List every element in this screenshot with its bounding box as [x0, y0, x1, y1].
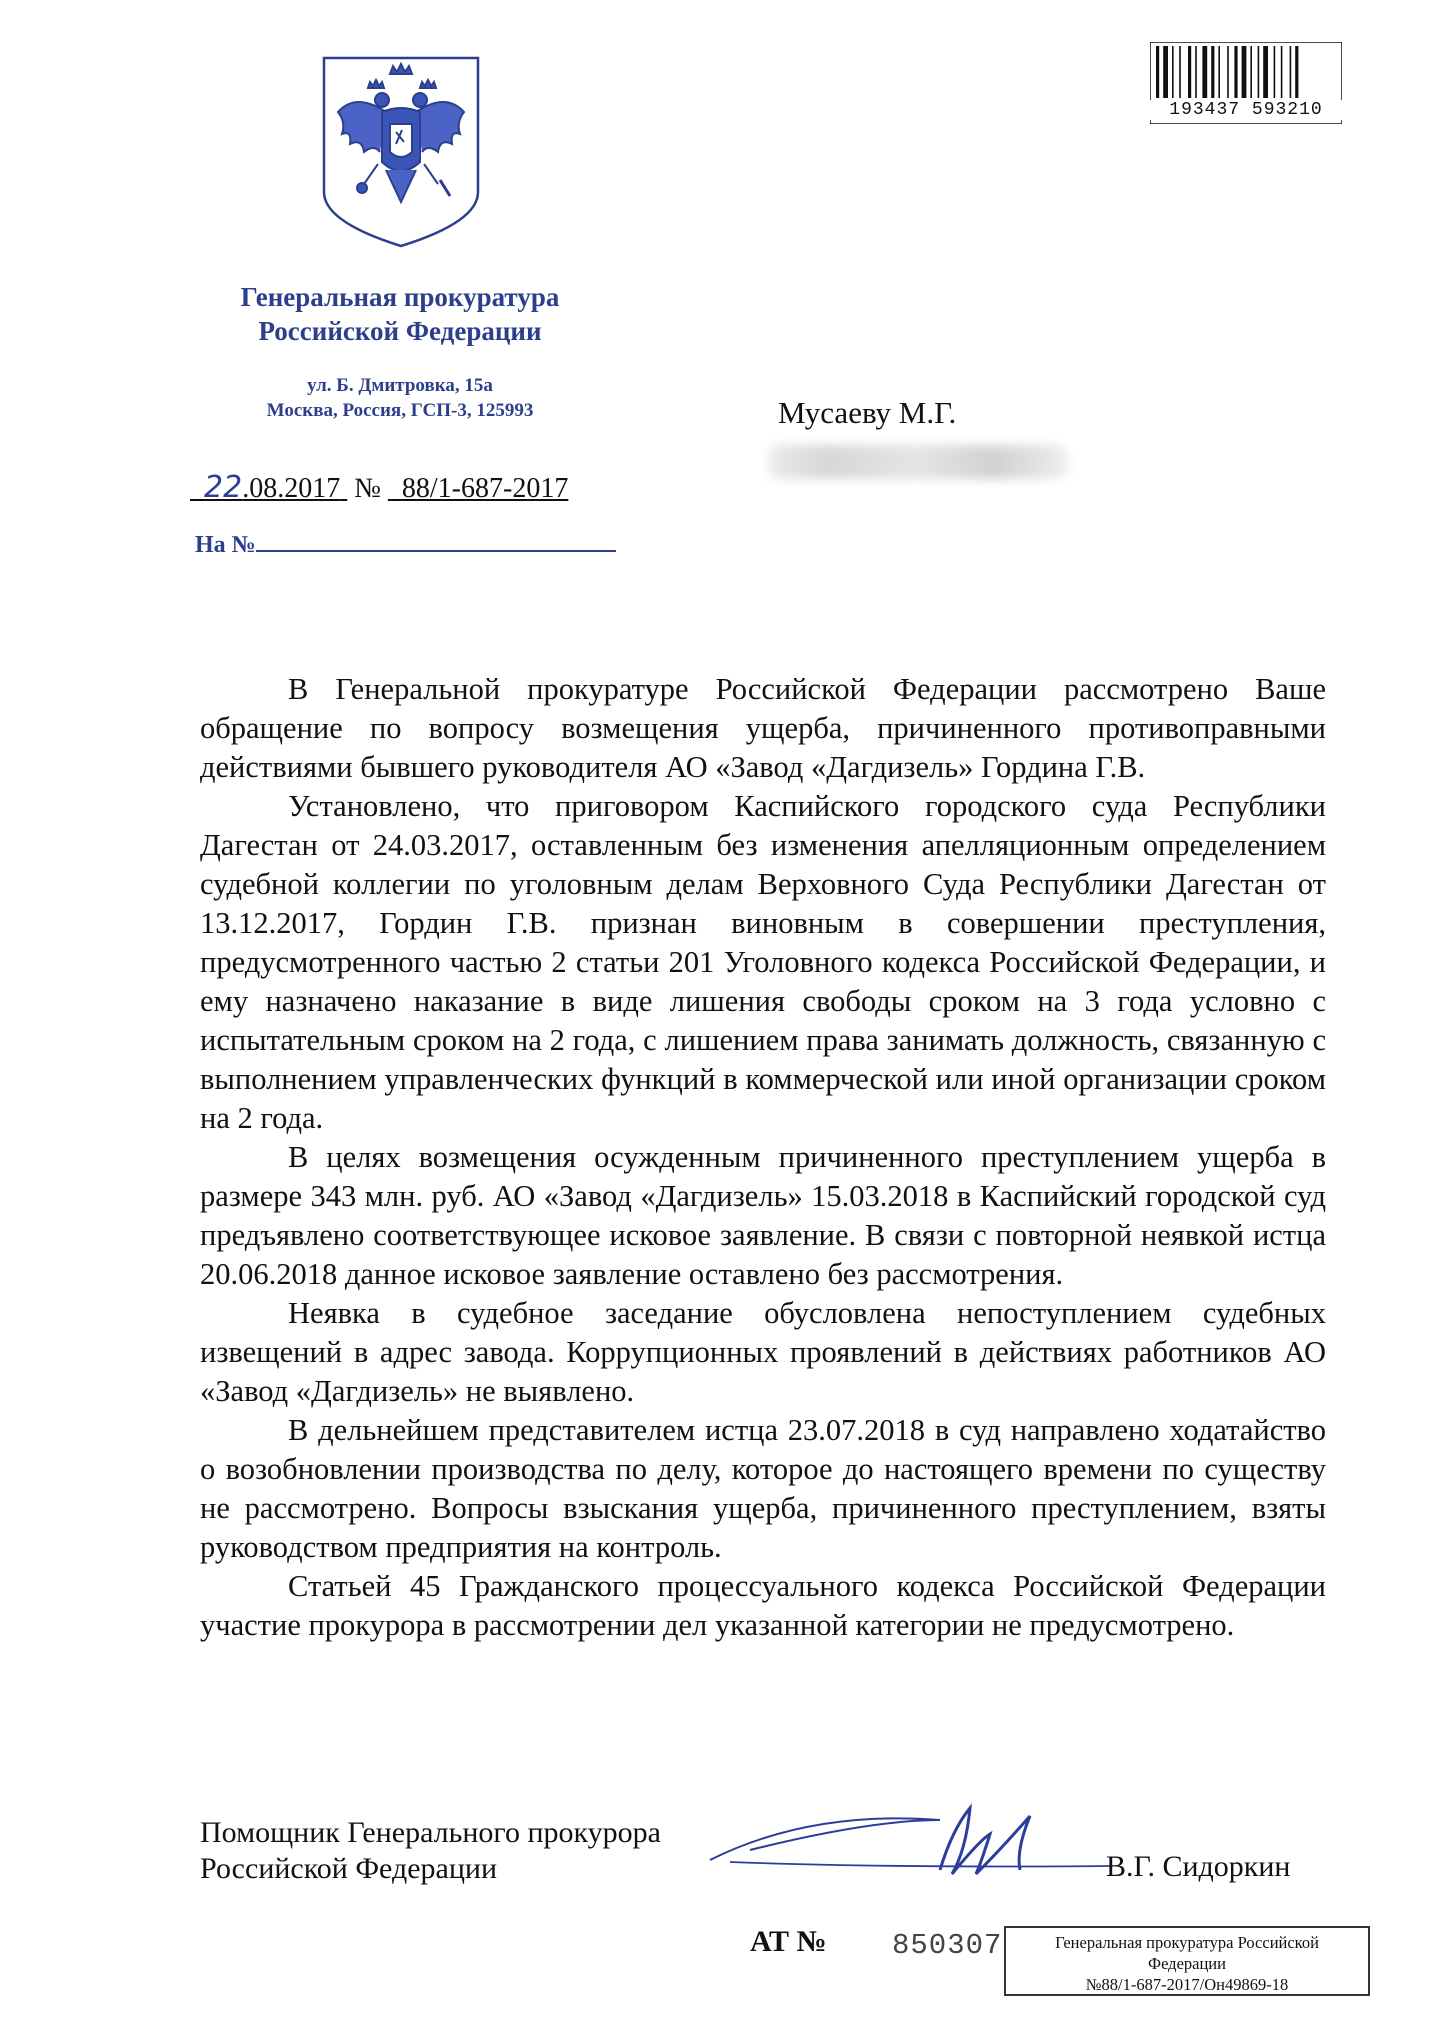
reply-reference-blank: [256, 528, 616, 552]
organization-title-line1: Генеральная прокуратура: [240, 282, 560, 312]
barcode-bar: [1295, 46, 1298, 98]
at-label: АТ №: [750, 1925, 827, 1958]
barcode-bar: [1227, 46, 1229, 98]
barcode-bar: [1242, 46, 1247, 98]
barcode-bar: [1202, 46, 1207, 98]
handwritten-day: 22: [204, 470, 243, 505]
reply-reference-label: На №: [195, 532, 256, 558]
barcode-bar: [1156, 46, 1159, 98]
at-number: 850307: [892, 1929, 1003, 1962]
barcode-number: 193437 593210: [1150, 100, 1342, 120]
body-paragraph: Неявка в судебное заседание обусловлена непоступлением судебных извещений в адрес завода. Коррупционных проявлений в действиях работников АО «Завод «Дагдизель» не выявлено.: [200, 1296, 1326, 1408]
barcode-bar: [1263, 46, 1268, 98]
barcode-bar: [1211, 46, 1214, 98]
registration-line3: №88/1-687-2017/Он49869-18: [1085, 1975, 1289, 1994]
outgoing-number: 88/1-687-2017: [401, 473, 569, 504]
addressee-name: Мусаеву М.Г.: [778, 395, 957, 430]
body-paragraph: В Генеральной прокуратуре Российской Федерации рассмотрено Ваше обращение по вопросу возмещения ущерба, причиненного противоправными действиями бывшего руководителя АО «Завод «Дагдизель» Гордина Г.В.: [200, 672, 1326, 784]
signatory-title-line1: Помощник Генерального прокурора: [200, 1816, 661, 1849]
barcode-bar: [1281, 46, 1283, 98]
barcode-bar: [1195, 46, 1197, 98]
body-paragraph: В целях возмещения осужденным причиненного преступлением ущерба в размере 343 млн. руб. АО «Завод «Дагдизель» 15.03.2018 в Каспийский городской суд предъявлено соответствующее исковое заявление. В связи с повторной неявкой истца 20.06.2018 данное исковое заявление оставлено без рассмотрения.: [200, 1140, 1326, 1291]
barcode-bar: [1290, 46, 1292, 98]
barcode-bar: [1179, 46, 1181, 98]
registration-stamp-box: [1004, 1926, 1370, 1996]
reply-reference-line: [195, 528, 616, 559]
barcode-bar: [1172, 46, 1174, 98]
body-paragraph: В дельнейшем представителем истца 23.07.2018 в суд направлено ходатайство о возобновлении производства по делу, которое до настоящего времени по существу не рассмотрено. Вопросы взыскания ущерба, причиненного преступлением, взяты руководством предприятия на контроль.: [200, 1413, 1326, 1564]
registration-line2: Федерации: [1148, 1954, 1226, 1973]
barcode-bar: [1274, 46, 1276, 98]
outgoing-date: .08.2017: [242, 473, 341, 504]
organization-title-line2: Российской Федерации: [258, 316, 542, 346]
handwritten-signature: [690, 1790, 1110, 1900]
outgoing-date-number: [190, 470, 568, 505]
barcode-bar: [1188, 46, 1191, 98]
barcode-bar: [1250, 46, 1252, 98]
signatory-name: В.Г. Сидоркин: [1106, 1850, 1291, 1883]
body-paragraph: Установлено, что приговором Каспийского городского суда Республики Дагестан от 24.03.2017, оставленным без изменения апелляционным определением судебной коллегии по уголовным делам Верховного Суда Республики Дагестан от 13.12.2017, Гордин Г.В. признан виновным в совершении преступления, предусмотренного частью 2 статьи 201 Уголовного кодекса Российской Федерации, и ему назначено наказание в виде лишения свободы сроком на 3 года условно с испытательным сроком на 2 года, с лишением права занимать должность, связанную с выполнением управленческих функций в коммерческой или иной организации сроком на 2 года.: [200, 789, 1326, 1135]
organization-address-line1: ул. Б. Дмитровка, 15а: [307, 375, 493, 396]
signatory-title: [200, 1815, 661, 1887]
coat-of-arms-emblem: [316, 52, 486, 252]
barcode-bar: [1234, 46, 1237, 98]
registration-line1: Генеральная прокуратура Российской: [1055, 1933, 1319, 1952]
barcode-bar: [1163, 46, 1168, 98]
redacted-address: [768, 445, 1068, 479]
letter-body: [200, 670, 1326, 1645]
barcode-bar: [1218, 46, 1220, 98]
body-paragraph: Статьей 45 Гражданского процессуального кодекса Российской Федерации участие прокурора в рассмотрении дел указанной категории не предусмотрено.: [200, 1569, 1326, 1642]
barcode-bar: [1258, 46, 1260, 98]
organization-address-line2: Москва, Россия, ГСП-3, 125993: [266, 400, 534, 421]
outgoing-number-label: №: [354, 473, 381, 504]
signatory-title-line2: Российской Федерации: [200, 1852, 498, 1885]
